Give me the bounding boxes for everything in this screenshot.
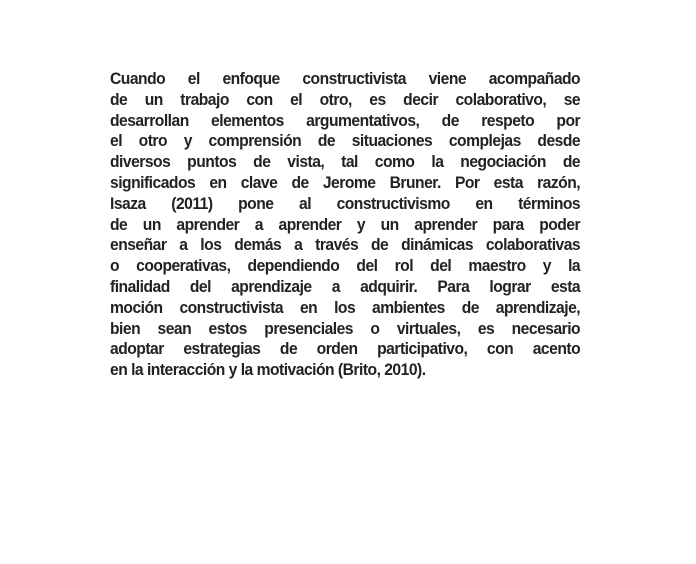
paragraph-line-13: bien sean estos presenciales o virtuales, es necesario <box>110 318 581 338</box>
body-paragraph <box>110 69 580 381</box>
paragraph-line-6: significados en clave de Jerome Bruner. Por esta razón, <box>110 172 581 192</box>
paragraph-line-10: o cooperativas, dependiendo del rol del maestro y la <box>110 256 581 276</box>
paragraph-line-12: moción constructivista en los ambientes de aprendizaje, <box>110 297 581 317</box>
paragraph-line-1: Cuando el enfoque constructivista viene acompañado <box>110 69 581 88</box>
paragraph-line-2: de un trabajo con el otro, es decir colaborativo, se <box>110 89 581 109</box>
paragraph-line-11: finalidad del aprendizaje a adquirir. Para lograr esta <box>110 276 581 296</box>
paragraph-line-7: Isaza (2011) pone al constructivismo en términos <box>110 193 581 213</box>
paragraph-line-5: diversos puntos de vista, tal como la negociación de <box>110 152 581 172</box>
paragraph-line-14: adoptar estrategias de orden participativo, con acento <box>110 339 581 359</box>
paragraph-line-9: enseñar a los demás a través de dinámicas colaborativas <box>110 235 581 255</box>
paragraph-line-15: en la interacción y la motivación (Brito, 2010). <box>110 360 426 380</box>
paragraph-line-8: de un aprender a aprender y un aprender para poder <box>110 214 581 234</box>
paragraph-line-4: el otro y comprensión de situaciones complejas desde <box>110 131 581 151</box>
paragraph-line-3: desarrollan elementos argumentativos, de respeto por <box>110 110 581 130</box>
